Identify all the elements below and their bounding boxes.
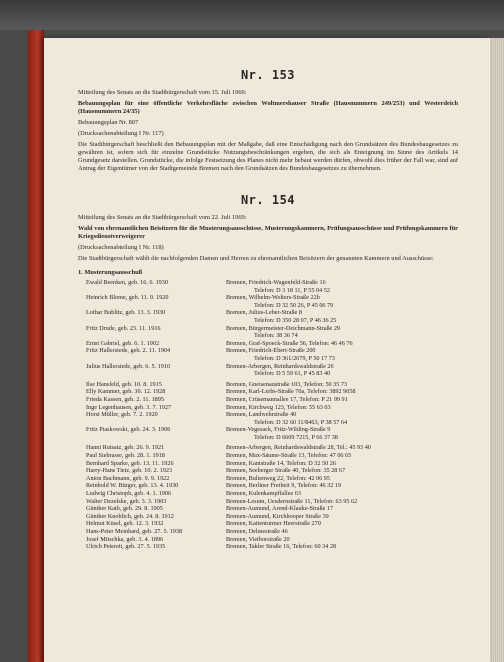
member-name: Ewald Beenken, geb. 16. 6. 1930: [86, 279, 168, 286]
member-address: [226, 505, 458, 513]
list-item: [78, 309, 458, 324]
member-address: [226, 467, 458, 475]
list-item: [78, 490, 458, 498]
member-address-line: Bremen, Bultenweg 22, Telefon: 42 06 95: [226, 474, 330, 482]
member-address: [226, 411, 458, 426]
member-address-line: Bremen, Seeberger Straße 40, Telefon: 35 28 67: [226, 467, 346, 475]
member-name: Paul Siebrasse, geb. 28. 1. 1918: [86, 452, 165, 460]
member-name: Lothar Bublitz, geb. 13. 3. 1930: [86, 309, 166, 317]
list-item: [78, 460, 458, 468]
member-name: Hans-Peter Meinhard, geb. 27. 5. 1938: [86, 528, 183, 535]
member-address-line: Bremen, Landwehrstraße 40: [226, 411, 297, 419]
member-name: Günther Knoblich, geb. 24. 8. 1912: [86, 512, 174, 520]
member-address-line: Bremen, Gneisenaustraße 103, Telefon: 50 35 73: [226, 380, 348, 388]
member-name: Fritz Hallerstede, geb. 2. 11. 1904: [86, 347, 171, 355]
member-address-line: Bremen, Wilhelm-Wolters-Straße 22b: [226, 294, 320, 302]
member-address-line: Bremen, Karl-Lerbs-Straße 70a, Telefon: 3892 9058: [226, 388, 356, 396]
member-telephone: Telefon: 38 36 74: [254, 332, 298, 340]
member-address-line: Bremen, Crüsemannallee 17, Telefon: P 21 99 91: [226, 395, 348, 403]
member-address: [226, 396, 458, 404]
member-address: [226, 279, 458, 294]
member-name: Harry-Hans Tietz, geb. 10. 2. 1923: [86, 467, 173, 475]
member-address-line: Bremen, Friedrich-Ebert-Straße 200: [226, 347, 316, 355]
member-address: [226, 426, 458, 441]
member-address-line: Bremen, Delmestraße 46: [226, 528, 288, 535]
section-153-drucksache: (Drucksachenabteilung I Nr. 117): [78, 130, 164, 137]
list-item: [78, 498, 458, 506]
list-item: [78, 536, 458, 544]
list-item: [78, 426, 458, 441]
member-address-line: Bremen, Bürgermeister-Deichmann-Straße 29: [226, 324, 341, 332]
member-address: [226, 388, 458, 396]
member-address-line: Bremen, Vietborstraße 20: [226, 535, 290, 543]
list-item: [78, 520, 458, 528]
member-address-line: Bremen, Berliner Freiheit 9, Telefon: 46 32 19: [226, 482, 342, 490]
member-address-line: Bremen, Kattenturmer Heerstraße 270: [226, 520, 321, 528]
section-153-title: Bebauungsplan für eine öffentliche Verkehrsfläche zwischen Woltmershauser Straße (Hausnummern 249/253) und Westerdeich (Hausnummern 24/35): [78, 100, 458, 115]
member-name: Anton Bachmann, geb. 9. 9. 1922: [86, 474, 170, 482]
member-address-line: Bremen, Takler Straße 16, Telefon: 60 34 28: [226, 543, 337, 551]
member-address: [226, 381, 458, 389]
member-telephone: Telefon: D 32 50 26, P 45 06 79: [254, 301, 334, 309]
list-item: [78, 279, 458, 294]
member-name: Julius Hallerstede, geb. 6. 5. 1910: [86, 362, 171, 370]
background-top: [0, 0, 504, 30]
member-address-line: Bremen, Julius-Leber-Straße 8: [226, 309, 302, 317]
list-item: [78, 444, 458, 452]
member-address-line: Bremen, Friedrich-Wagenfeld-Straße 16: [226, 279, 326, 286]
member-name: Fritz Piaskowski, geb. 24. 3. 1906: [86, 426, 171, 434]
member-address: [226, 475, 458, 483]
list-item: [78, 513, 458, 521]
member-telephone: Telefon: D 350 28 07, P 46 36 25: [254, 316, 337, 324]
list-item: [78, 388, 458, 396]
section-154-intro: Mitteilung des Senats an die Stadtbürgerschaft vom 22. Juli 1969:: [78, 214, 247, 221]
member-address: [226, 482, 458, 490]
member-name: Horst Müller, geb. 7. 2. 1920: [86, 411, 158, 419]
member-telephone: Telefon: D 3 18 11, P 55 04 52: [254, 286, 330, 294]
members-table: [78, 279, 458, 551]
member-name: Josef Mitschka, geb. 3. 4. 1896: [86, 535, 164, 543]
member-name: Heinrich Blome, geb. 11. 9. 1920: [86, 294, 169, 302]
member-name: Bernhard Sparke, geb. 13. 11. 1926: [86, 459, 174, 467]
book-binding: [28, 30, 44, 662]
member-telephone: Telefon: D 361/2679, P 50 17 73: [254, 354, 335, 362]
list-item: [78, 411, 458, 426]
member-telephone: Telefon: D 6609 7215, P 66 37 38: [254, 433, 338, 441]
member-address: [226, 404, 458, 412]
list-item: [78, 482, 458, 490]
section-153-body: Die Stadtbürgerschaft beschließt den Bebauungsplan mit der Maßgabe, daß eine Entschädigung nach den Grundsätzen des Bundesbaugesetzes zu gewähren ist, sofern sich für einzelne Grundstücke Nutzungsbeschränkungen ergeben, die sich als Enteignung im Sinne des Artikels 14 Grundgesetz darstellen. Grundstücke, die infolge Festsetzung des Planes nicht mehr bebaut werden dürfen, obwohl dies früher der Fall war, sind auf Antrag der Eigentümer von der Stadtgemeinde Bremen nach den Grundsätzen des Bundesbaugesetzes zu übernehmen.: [78, 141, 458, 172]
member-address: [226, 363, 458, 378]
member-name: Elly Kammer, geb. 30. 12. 1928: [86, 388, 166, 396]
list-item: [78, 543, 458, 551]
member-address: [226, 528, 458, 536]
list-item: [78, 325, 458, 340]
page-edges: [488, 38, 504, 662]
member-name: Ernst Gabriel, geb. 6. 1. 1902: [86, 339, 160, 347]
list-item: [78, 528, 458, 536]
member-address: [226, 543, 458, 551]
member-address: [226, 325, 458, 340]
member-address: [226, 452, 458, 460]
list-item: [78, 381, 458, 389]
member-address: [226, 513, 458, 521]
section-154-body: Die Stadtbürgerschaft wählt die nachfolgenden Damen und Herren zu ehrenamtlichen Beisitzern der genannten Kammern und Ausschüsse:: [78, 255, 434, 262]
list-item: [78, 363, 458, 378]
list-item: [78, 475, 458, 483]
section-154-number: Nr. 154: [240, 193, 296, 207]
member-name: Frieda Kassen, geb. 2. 11. 1895: [86, 395, 164, 403]
section-153-plan: Bebauungsplan Nr. 807: [78, 119, 139, 126]
member-name: Hanni Rutsatz, geb. 26. 9. 1921: [86, 444, 165, 452]
member-address-line: Bremen-Aumund, Arend-Klauke-Straße 17: [226, 505, 334, 513]
member-address-line: Bremen, Kantstraße 14, Telefon: D 32 50 26: [226, 459, 336, 467]
list-item: [78, 467, 458, 475]
list-item: [78, 505, 458, 513]
member-telephone: Telefon: D 5 59 61, P 45 83 40: [254, 370, 331, 378]
member-address-line: Bremen-Vegesack, Fritz-Wilding-Straße 9: [226, 426, 331, 434]
member-address: [226, 309, 458, 324]
section-153-number: Nr. 153: [240, 68, 296, 82]
member-address: [226, 536, 458, 544]
member-name: Ilse Hansfeld, geb. 10. 8. 1915: [86, 380, 162, 388]
list-heading: 1. Musterungsausschuß: [78, 269, 143, 276]
list-item: [78, 396, 458, 404]
member-name: Walter Dezelske, geb. 3. 3. 1903: [86, 497, 167, 505]
member-address-line: Bremen, Kirchweg 123, Telefon: 55 63 03: [226, 403, 331, 411]
document-page: [44, 38, 490, 662]
member-address-line: Bremen-Aumund, Kirchhooper Straße 39: [226, 512, 329, 520]
page-content: [78, 68, 458, 551]
member-address: [226, 444, 458, 452]
member-address: [226, 294, 458, 309]
member-name: Reinhold W. Bürger, geb. 13. 4. 1930: [86, 482, 179, 490]
list-item: [78, 340, 458, 348]
member-name: Fritz Drude, geb. 23. 11. 1916: [86, 324, 161, 332]
member-address-line: Bremen-Arbergen, Reinhardswaldstraße 26: [226, 362, 334, 370]
section-153-intro: Mitteilung des Senats an die Stadtbürgerschaft vom 15. Juli 1969:: [78, 89, 247, 96]
section-154-drucksache: (Drucksachenabteilung I Nr. 118): [78, 244, 164, 251]
member-name: Helmut Küsel, geb. 12. 3. 1932: [86, 520, 164, 528]
member-name: Ludwig Christoph, geb. 4. 1. 1906: [86, 490, 172, 498]
member-address-line: Bremen-Arbergen, Reinhardswaldstraße 28, Tel.: 45 93 40: [226, 444, 371, 452]
member-address: [226, 490, 458, 498]
member-address: [226, 520, 458, 528]
member-address-line: Bremen-Lesum, Uesdernstraße 11, Telefon: 63 95 62: [226, 497, 358, 505]
member-address: [226, 347, 458, 362]
member-address: [226, 340, 458, 348]
member-address-line: Bremen, Kulenkampffallee 63: [226, 490, 301, 498]
list-item: [78, 294, 458, 309]
list-item: [78, 404, 458, 412]
section-154-title: Wahl von ehrenamtlichen Beisitzern für die Musterungsausschüsse, Musterungskammern, Prüfungsausschüsse und Prüfungskammern für Kriegsdienstverweigerer: [78, 225, 458, 240]
member-address-line: Bremen, Max-Säume-Straße 13, Telefon: 47 06 65: [226, 452, 352, 460]
member-name: Ulrich Petereit, geb. 27. 5. 1935: [86, 543, 166, 551]
member-telephone: Telefon: D 32 60 11/8463, P 38 57 64: [254, 418, 348, 426]
list-item: [78, 452, 458, 460]
member-address: [226, 460, 458, 468]
member-address-line: Bremen, Graf-Spoeck-Straße 56, Telefon: 46 46 76: [226, 339, 353, 347]
member-name: Günther Kath, geb. 29. 8. 1905: [86, 505, 163, 513]
member-name: Inge Legenhausen, geb. 3. 7. 1927: [86, 403, 172, 411]
list-item: [78, 347, 458, 362]
member-address: [226, 498, 458, 506]
